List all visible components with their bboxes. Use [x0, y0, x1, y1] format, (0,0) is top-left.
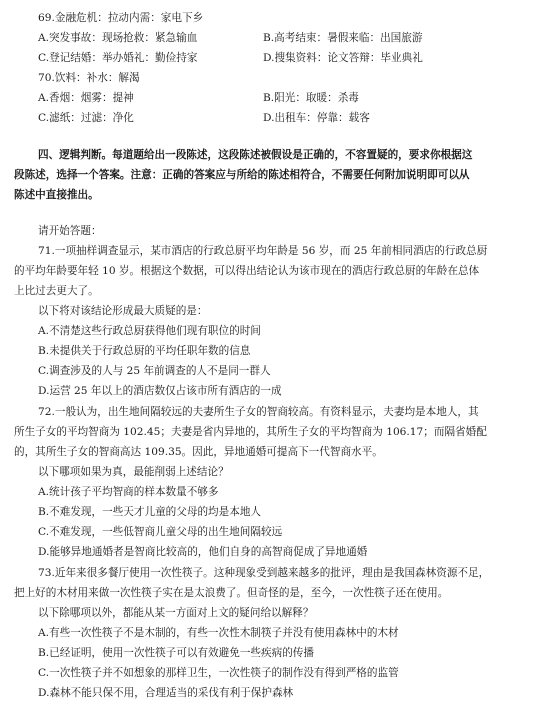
q72-stem-line2: 所生子女的平均智商为 102.45；夫妻是省内异地的，其所生子女的平均智商为 106.17；而隔省婚配	[14, 426, 487, 438]
q69-option-c: C.登记结婚：举办婚礼：勤俭持家	[38, 52, 198, 64]
q73-option-a: A.有些一次性筷子不是木制的，有些一次性木制筷子并没有使用森林中的木材	[38, 627, 399, 639]
section4-heading-line2: 段陈述，选择一个答案。注意：正确的答案应与所给的陈述相符合，不需要任何附加说明即可以从	[14, 169, 470, 181]
q69-option-b: B.高考结束：暑假来临：出国旅游	[263, 32, 423, 44]
q69-option-d: D.搜集资料：论文答辩：毕业典礼	[263, 52, 423, 64]
section4-heading-line3: 陈述中直接推出。	[14, 189, 99, 201]
q72-question: 以下哪项如果为真，最能削弱上述结论？	[38, 466, 229, 478]
q70-stem: 70.饮料：补水：解渴	[38, 72, 140, 84]
q71-stem-line2: 的平均年龄要年轻 10 岁。根据这个数据，可以得出结论认为该市现在的酒店行政总厨的年龄在总体	[14, 265, 480, 277]
q70-option-d: D.出租车：停靠：载客	[263, 112, 370, 124]
q70-option-b: B.阳光：取暖：杀毒	[263, 92, 359, 104]
q73-option-b: B.已经证明，使用一次性筷子可以有效避免一些疾病的传播	[38, 647, 314, 659]
q73-stem-line2: 把上好的木材用来做一次性筷子实在是太浪费了。但奇怪的是，至今，一次性筷子还在使用。	[14, 587, 449, 599]
q73-stem-line1: 73.近年来很多餐厅使用一次性筷子。这种现象受到越来越多的批评，理由是我国森林资源不足，	[38, 567, 490, 579]
q72-option-b: B.不难发现，一些天才儿童的父母的均是本地人	[38, 506, 262, 518]
q72-option-d: D.能够异地通婚者是智商比较高的，他们自身的高智商促成了异地通婚	[38, 546, 368, 558]
start-prompt: 请开始答题：	[38, 225, 102, 237]
q72-stem-line3: 的，其所生子女的智商高达 109.35。因此，异地通婚可提高下一代智商水平。	[14, 446, 383, 458]
q73-option-c: C.一次性筷子并不如想象的那样卫生，一次性筷子的制作没有得到严格的监管	[38, 667, 399, 679]
section4-heading-line1: 四、逻辑判断。每道题给出一段陈述，这段陈述被假设是正确的，不容置疑的，要求你根据这	[38, 149, 473, 161]
q73-question: 以下除哪项以外，都能从某一方面对上文的疑问给以解释？	[38, 607, 314, 619]
q71-option-b: B.未提供关于行政总厨的平均任职年数的信息	[38, 345, 251, 357]
q73-option-d: D.森林不能只保不用，合理适当的采伐有利于保护森林	[38, 687, 294, 699]
q71-stem-line3: 上比过去更大了。	[14, 285, 99, 297]
q72-option-a: A.统计孩子平均智商的样本数量不够多	[38, 486, 219, 498]
q70-option-a: A.香烟：烟雾：提神	[38, 92, 134, 104]
q71-option-c: C.调查涉及的人与 25 年前调查的人不是同一群人	[38, 365, 271, 377]
q71-question: 以下将对该结论形成最大质疑的是：	[38, 305, 208, 317]
q71-stem-line1: 71.一项抽样调查显示，某市酒店的行政总厨平均年龄是 56 岁，而 25 年前相同酒店的行政总厨	[38, 245, 488, 257]
q71-option-d: D.运营 25 年以上的酒店数仅占该市所有酒店的一成	[38, 385, 282, 397]
q69-option-a: A.突发事故：现场抢救：紧急输血	[38, 32, 198, 44]
q69-stem: 69.金融危机：拉动内需：家电下乡	[38, 12, 204, 24]
q70-option-c: C.滤纸：过滤：净化	[38, 112, 134, 124]
q72-stem-line1: 72.一般认为，出生地间隔较远的夫妻所生子女的智商较高。有资料显示，夫妻均是本地人，其	[38, 406, 479, 418]
q72-option-c: C.不难发现，一些低智商儿童父母的出生地间隔较远	[38, 526, 283, 538]
q71-option-a: A.不清楚这些行政总厨获得他们现有职位的时间	[38, 325, 261, 337]
